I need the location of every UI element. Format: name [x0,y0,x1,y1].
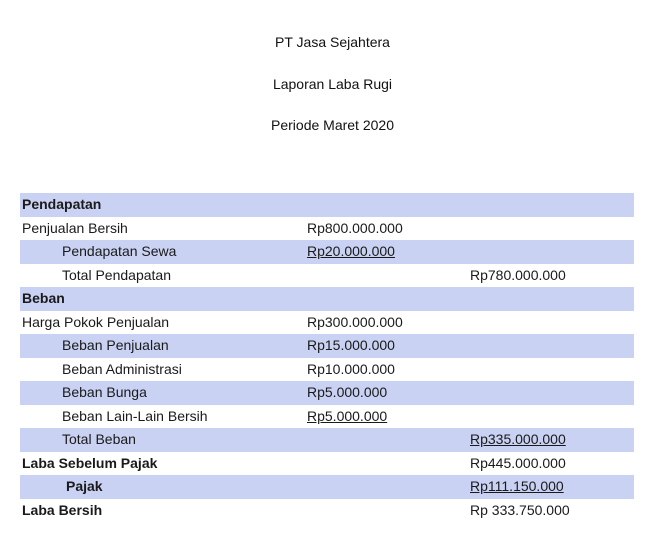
table-row-pendapatan [20,193,634,217]
row-label: Beban Administrasi [62,360,182,377]
table-row-pajak [20,475,634,499]
report-title: Laporan Laba Rugi [272,76,393,92]
row-amount: Rp15.000.000 [307,337,395,353]
row-amount: Rp800.000.000 [307,219,403,236]
row-label: Beban Lain-Lain Bersih [62,407,208,424]
row-total: Rp111.150.000 [470,478,564,494]
table-row-pendapatan-sewa [20,240,634,264]
table-row-beban-administrasi [20,358,634,382]
row-label: Total Beban [62,431,136,447]
row-label: Beban Penjualan [62,337,169,353]
row-label: Pajak [66,478,103,494]
row-label: Beban Bunga [62,384,147,400]
income-statement-table [20,193,634,522]
row-amount: Rp10.000.000 [307,360,395,377]
row-total: Rp 333.750.000 [470,501,570,518]
row-total: Rp445.000.000 [470,454,566,471]
row-label: Penjualan Bersih [22,219,128,236]
row-amount: Rp5.000.000 [307,384,388,400]
table-row-laba-bersih [20,499,634,523]
row-label: Total Pendapatan [62,266,171,283]
row-label: Pendapatan [22,196,102,212]
table-row-total-pendapatan [20,264,634,288]
row-label: Harga Pokok Penjualan [22,313,170,330]
table-row-harga-pokok-penjualan [20,311,634,335]
row-amount: Rp20.000.000 [307,243,395,259]
row-label: Beban [22,290,65,306]
row-label: Laba Sebelum Pajak [22,454,158,471]
row-label: Pendapatan Sewa [62,243,177,259]
row-total: Rp780.000.000 [470,266,566,283]
table-row-penjualan-bersih [20,217,634,241]
row-amount: Rp300.000.000 [307,313,403,330]
table-row-beban-bunga [20,381,634,405]
row-total: Rp335.000.000 [470,431,566,447]
company-name: PT Jasa Sejahtera [275,34,390,50]
report-period: Periode Maret 2020 [271,117,394,133]
row-label: Laba Bersih [22,501,103,518]
row-amount: Rp5.000.000 [307,407,388,424]
table-row-beban-penjualan [20,334,634,358]
table-row-total-beban [20,428,634,452]
table-row-beban [20,287,634,311]
table-row-laba-sebelum-pajak [20,452,634,476]
table-row-beban-lain-lain [20,405,634,429]
